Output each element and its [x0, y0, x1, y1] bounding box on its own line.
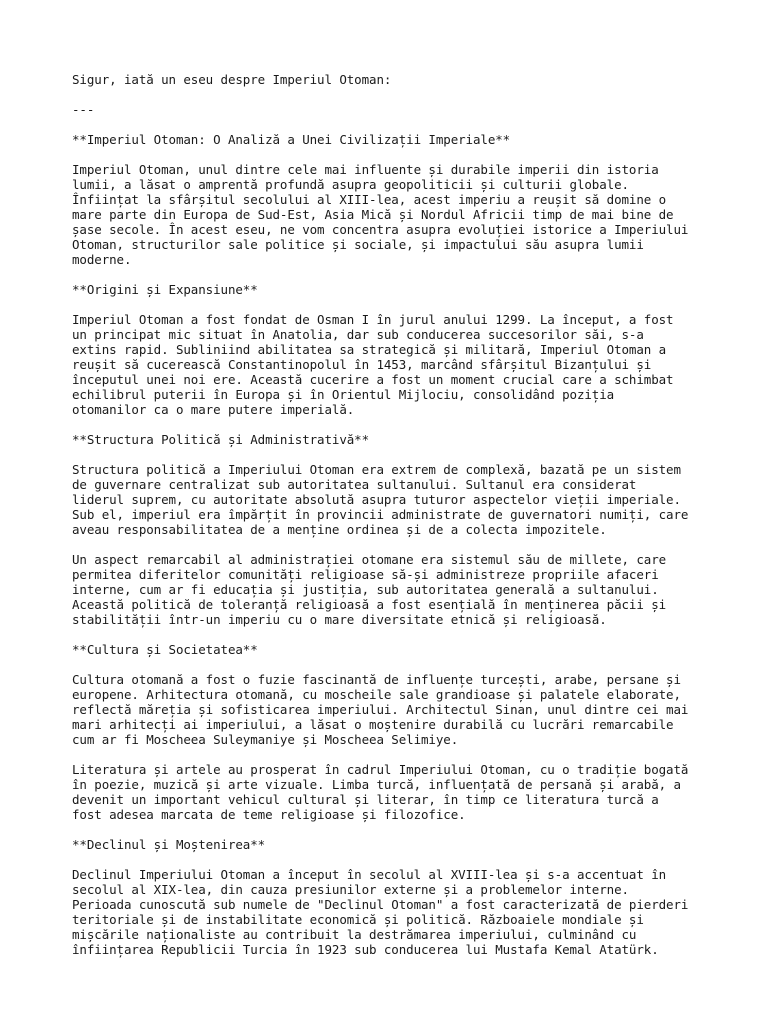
paragraph-millet-system: Un aspect remarcabil al administrației otomane era sistemul său de millete, care permitea diferitelor comunități religioase să-și administreze propriile afaceri interne, cum ar fi educația și justiția, sub autoritatea generală a sultanului. Această politică de toleranță religioasă a fost esențială în menținerea păcii și stabilității într-un imperiu cu o mare diversitate etnică și religioasă. — [72, 552, 667, 627]
paragraph-culture: Cultura otomană a fost o fuzie fascinantă de influențe turcești, arabe, persane și europene. Arhitectura otomană, cu moscheile sale grandioase și palatele elaborate, reflectă măreția și sofisticarea imperiului. Architectul Sinan, unul dintre cei mai mari arhitecți ai imperiului, a lăsat o moștenire durabilă cu lucrări remarcabile cum ar fi Moscheea Suleymaniye și Moscheea Selimiye. — [72, 672, 689, 747]
separator-line: --- — [72, 102, 95, 117]
paragraph-decline: Declinul Imperiului Otoman a început în secolul al XVIII-lea și s-a accentuat în secolul al XIX-lea, din cauza presiunilor externe și a problemelor interne. Perioada cunoscută sub numele de "Declinul Otoman" a fost caracterizată de pierderi teritoriale și de instabilitate economică și politică. Războaiele mondiale și mișcările naționaliste au contribuit la destrămarea imperiului, culminând cu înființarea Republicii Turcia în 1923 sub conducerea lui Mustafa Kemal Atatürk. — [72, 867, 689, 957]
heading-political-structure: **Structura Politică și Administrativă** — [72, 432, 370, 447]
heading-culture: **Cultura și Societatea** — [72, 642, 258, 657]
heading-decline: **Declinul și Moștenirea** — [72, 837, 266, 852]
intro-line: Sigur, iată un eseu despre Imperiul Otoman: — [72, 72, 392, 87]
document-page — [72, 72, 702, 972]
heading-origins: **Origini și Expansiune** — [72, 282, 258, 297]
paragraph-introduction: Imperiul Otoman, unul dintre cele mai influente și durabile imperii din istoria lumii, a lăsat o amprentă profundă asupra geopoliticii și culturii globale. Înființat la sfârșitul secolului al XIII-lea, acest imperiu a reușit să domine o mare parte din Europa de Sud-Est, Asia Mică și Nordul Africii timp de mai bine de șase secole. În acest eseu, ne vom concentra asupra evoluției istorice a Imperiului Otoman, structurilor sale politice și sociale, și impactului său asupra lumii moderne. — [72, 162, 689, 267]
paragraph-political-structure: Structura politică a Imperiului Otoman era extrem de complexă, bazată pe un sistem de guvernare centralizat sub autoritatea sultanului. Sultanul era considerat liderul suprem, cu autoritate absolută asupra tuturor aspectelor vieții imperiale. Sub el, imperiul era împărțit în provincii administrate de guvernatori numiți, care aveau responsabilitatea de a menține ordinea și de a colecta impozitele. — [72, 462, 689, 537]
essay-title: **Imperiul Otoman: O Analiză a Unei Civilizații Imperiale** — [72, 132, 511, 147]
paragraph-origins: Imperiul Otoman a fost fondat de Osman I în jurul anului 1299. La început, a fost un principat mic situat în Anatolia, dar sub conducerea succesorilor săi, s-a extins rapid. Subliniind abilitatea sa strategică și militară, Imperiul Otoman a reușit să cucerească Constantinopolul în 1453, marcând sfârșitul Bizanțului și începutul unei noi ere. Această cucerire a fost un moment crucial care a schimbat echilibrul puterii în Europa și în Orientul Mijlociu, consolidând poziția otomanilor ca o mare putere imperială. — [72, 312, 674, 417]
paragraph-literature: Literatura și artele au prosperat în cadrul Imperiului Otoman, cu o tradiție bogată în poezie, muzică și arte vizuale. Limba turcă, influențată de persană și arabă, a devenit un important vehicul cultural și literar, în timp ce literatura turcă a fost adesea marcata de teme religioase și filozofice. — [72, 762, 689, 822]
